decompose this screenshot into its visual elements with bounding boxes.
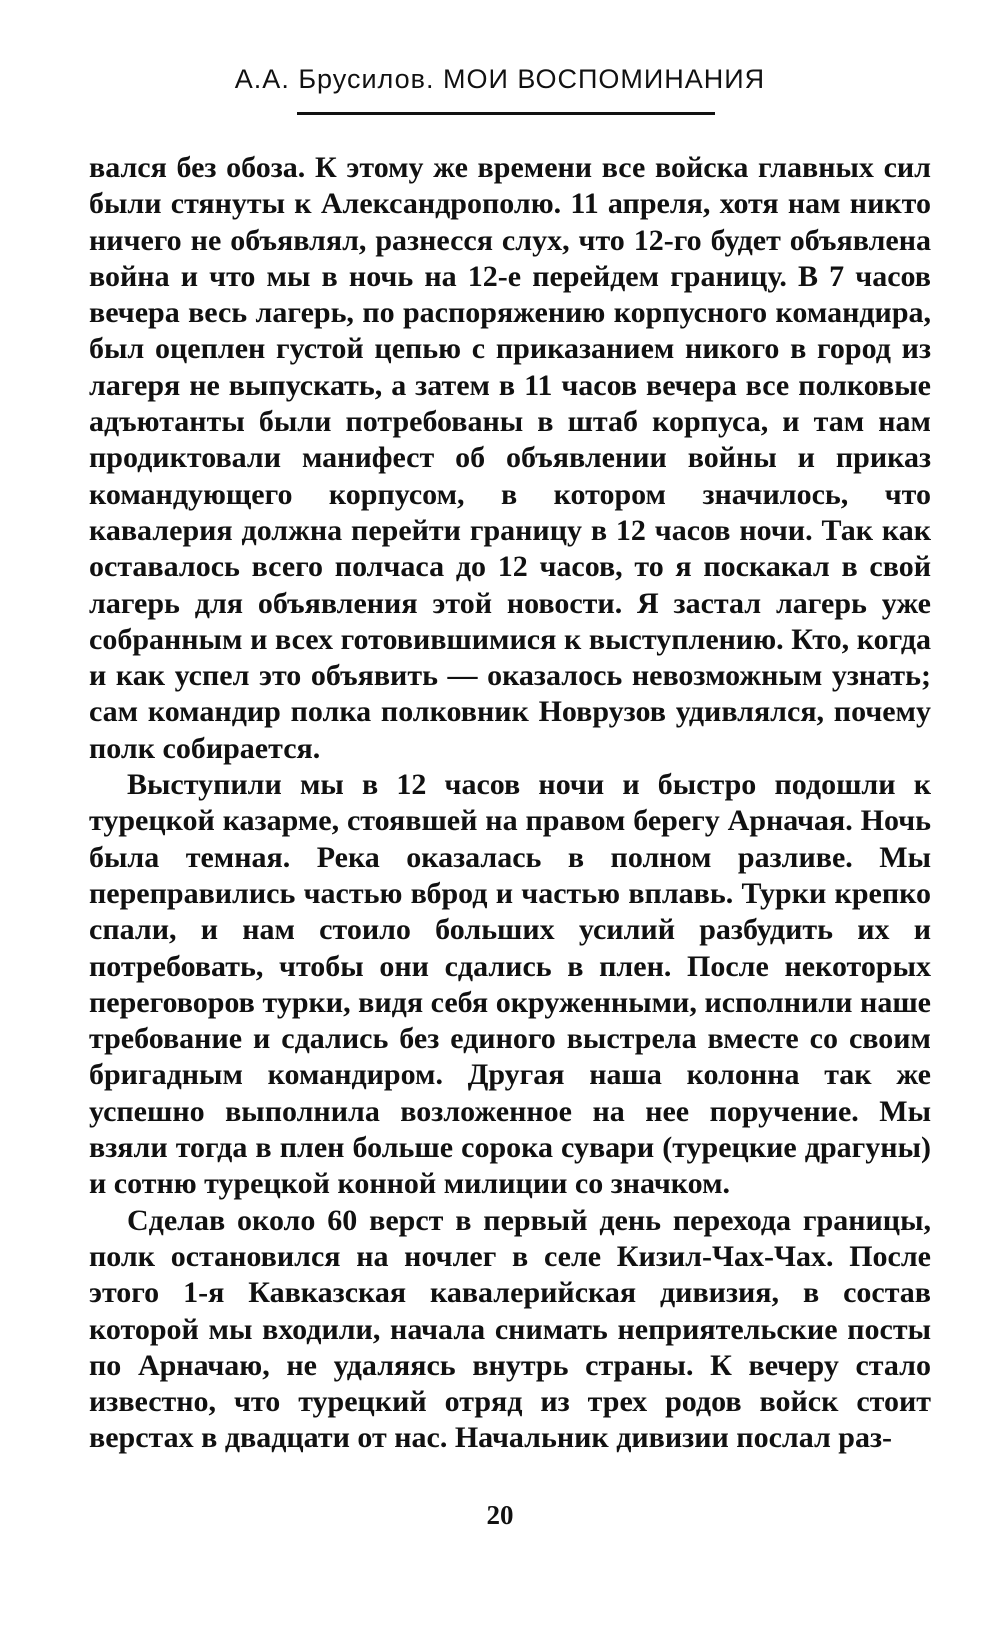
paragraph: Выступили мы в 12 часов ночи и быстро подошли к турецкой казарме, стоявшей на правом берегу Арначая. Ночь была темная. Река оказалась в полном разливе. Мы переправились частью вброд и частью вплавь. Турки крепко спали, и нам стоило больших усилий разбудить их и потребовать, чтобы они сдались в плен. После некоторых переговоров турки, видя себя окруженными, исполнили наше требование и сдались без единого выстрела вместе со своим бригадным командиром. Другая наша колонна так же успешно выполнила возложенное на нее поручение. Мы взяли тогда в плен больше сорока сувари (турецкие драгуны) и сотню турецкой конной милиции со значком. (89, 768, 931, 1201)
paragraph-continued: вался без обоза. К этому же времени все войска главных сил были стянуты к Александрополю. 11 апреля, хотя нам никто ничего не объявлял, разнесся слух, что 12-го будет объявлена война и что мы в ночь на 12-е перейдем границу. В 7 часов вечера весь лагерь, по распоряжению корпусного командира, был оцеплен густой цепью с приказанием никого в город из лагеря не выпускать, а затем в 11 часов вечера все полковые адъютанты были потребованы в штаб корпуса, и там нам продиктовали манифест об объявлении войны и приказ командующего корпусом, в котором значилось, что кавалерия должна перейти границу в 12 часов ночи. Так как оставалось всего полчаса до 12 часов, то я поскакал в свой лагерь для объявления этой новости. Я застал лагерь уже собранным и всех готовившимися к выступлению. Кто, когда и как успел это объявить — оказалось невозможным узнать; сам командир полка полковник Новрузов удивлялся, почему полк собирается. (89, 151, 931, 765)
paragraph: Сделав около 60 верст в первый день перехода границы, полк остановился на ночлег в селе Кизил-Чах-Чах. После этого 1-я Кавказская кавалерийская дивизия, в состав которой мы входили, начала снимать неприятельские посты по Арначаю, не удаляясь внутрь страны. К вечеру стало известно, что турецкий отряд из трех родов войск стоит верстах в двадцати от нас. Начальник дивизии послал раз- (89, 1203, 931, 1455)
body-text (89, 150, 931, 1457)
header-divider (297, 112, 715, 115)
running-header: А.А. Брусилов. МОИ ВОСПОМИНАНИЯ (234, 64, 766, 94)
page-number: 20 (486, 1500, 514, 1530)
